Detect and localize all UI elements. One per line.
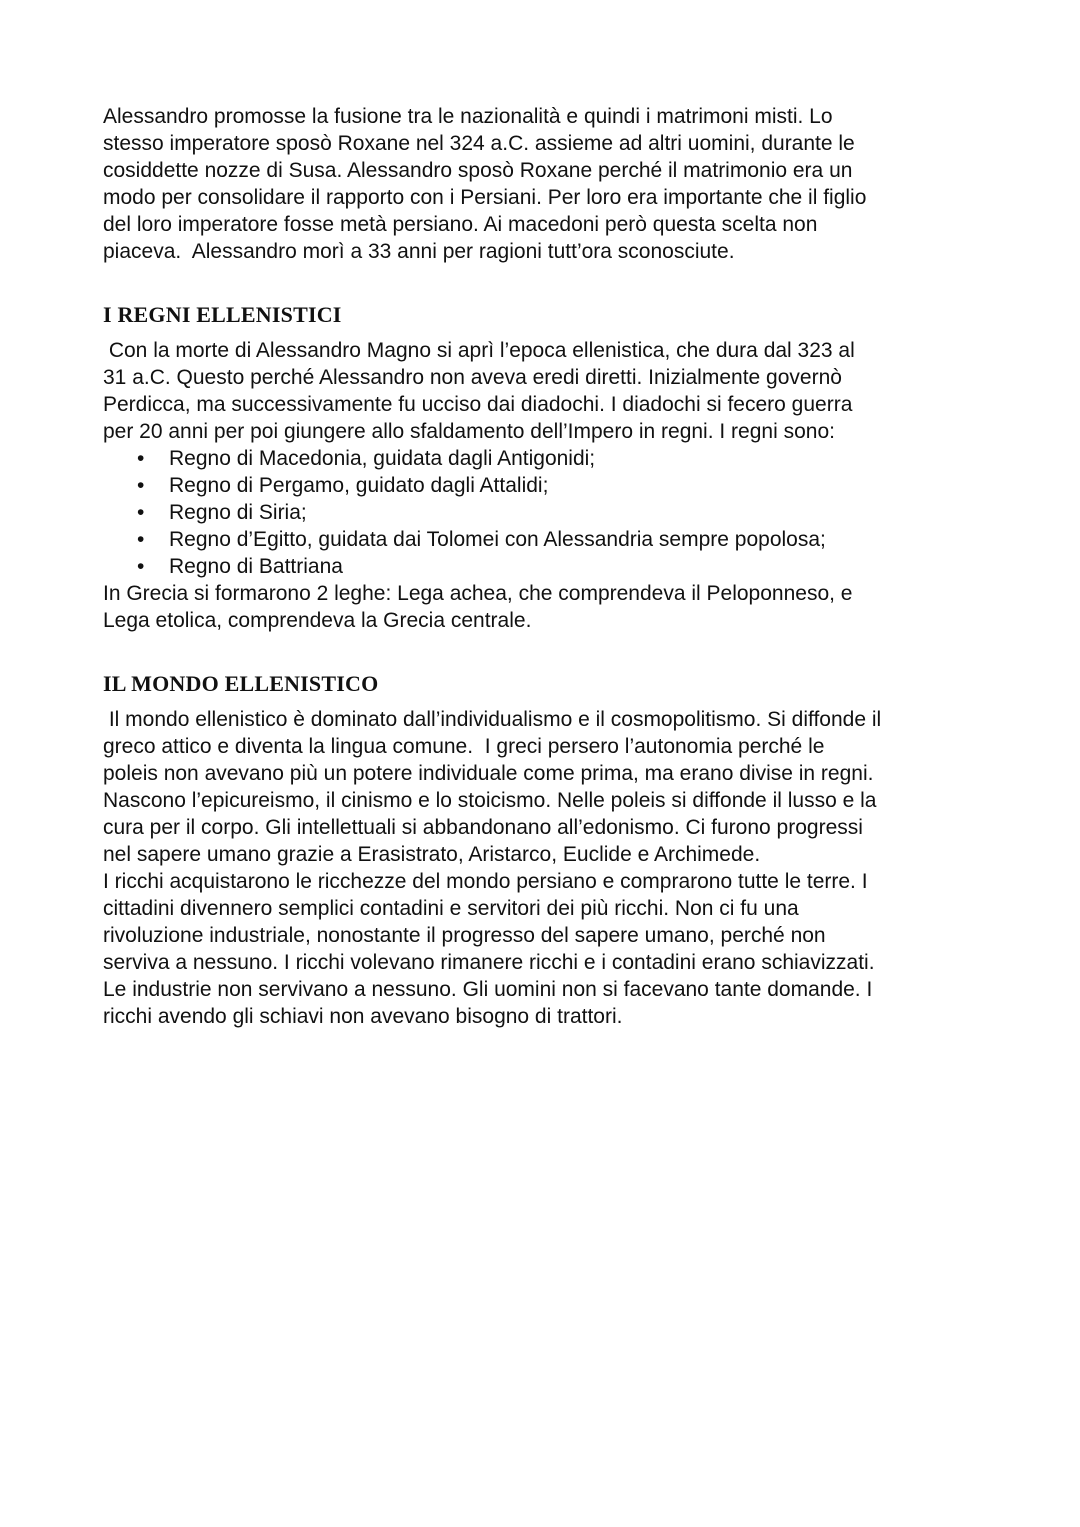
text-line: rivoluzione industriale, nonostante il progresso del sapere umano, perché non bbox=[103, 924, 826, 947]
text-line: Le industrie non servivano a nessuno. Gli uomini non si facevano tante domande. I bbox=[103, 978, 873, 1001]
bullet-icon: • bbox=[137, 474, 145, 497]
list-item-text: Regno di Pergamo, guidato dagli Attalidi; bbox=[169, 474, 549, 497]
text-line: Il mondo ellenistico è dominato dall’individualismo e il cosmopolitismo. Si diffonde il bbox=[103, 708, 882, 731]
bullet-icon: • bbox=[137, 555, 145, 578]
list-item-text: Regno di Siria; bbox=[169, 501, 307, 524]
text-line: del loro imperatore fosse metà persiano. Ai macedoni però questa scelta non bbox=[103, 213, 818, 236]
bullet-icon: • bbox=[137, 501, 145, 524]
list-item bbox=[103, 499, 1003, 526]
regni-outro-paragraph bbox=[103, 580, 1003, 634]
text-line: per 20 anni per poi giungere allo sfaldamento dell’Impero in regni. I regni sono: bbox=[103, 420, 835, 443]
text-line: modo per consolidare il rapporto con i Persiani. Per loro era importante che il figlio bbox=[103, 186, 867, 209]
bullet-icon: • bbox=[137, 528, 145, 551]
text-line: 31 a.C. Questo perché Alessandro non aveva eredi diretti. Inizialmente governò bbox=[103, 366, 842, 389]
text-line: stesso imperatore sposò Roxane nel 324 a.C. assieme ad altri uomini, durante le bbox=[103, 132, 855, 155]
text-line: Alessandro promosse la fusione tra le nazionalità e quindi i matrimoni misti. Lo bbox=[103, 105, 833, 128]
regni-list bbox=[103, 445, 1003, 580]
text-line: piaceva. Alessandro morì a 33 anni per ragioni tutt’ora sconosciute. bbox=[103, 240, 735, 263]
list-item bbox=[103, 472, 1003, 499]
list-item-text: Regno di Battriana bbox=[169, 555, 343, 578]
bullet-icon: • bbox=[137, 447, 145, 470]
list-item bbox=[103, 445, 1003, 472]
text-line: greco attico e diventa la lingua comune. I greci persero l’autonomia perché le bbox=[103, 735, 825, 758]
text-line: poleis non avevano più un potere individuale come prima, ma erano divise in regni. bbox=[103, 762, 874, 785]
heading-mondo-ellenistico: IL MONDO ELLENISTICO bbox=[103, 671, 379, 696]
text-line: Perdicca, ma successivamente fu ucciso dai diadochi. I diadochi si fecero guerra bbox=[103, 393, 853, 416]
heading-regni-ellenistici: I REGNI ELLENISTICI bbox=[103, 302, 342, 327]
text-line: nel sapere umano grazie a Erasistrato, Aristarco, Euclide e Archimede. bbox=[103, 843, 761, 866]
regni-intro-paragraph bbox=[103, 337, 1003, 445]
list-item-text: Regno di Macedonia, guidata dagli Antigonidi; bbox=[169, 447, 596, 470]
intro-paragraph bbox=[103, 103, 1003, 265]
text-line: Nascono l’epicureismo, il cinismo e lo stoicismo. Nelle poleis si diffonde il lusso e la bbox=[103, 789, 877, 812]
text-line: In Grecia si formarono 2 leghe: Lega achea, che comprendeva il Peloponneso, e bbox=[103, 582, 853, 605]
mondo-paragraph bbox=[103, 706, 1003, 1030]
list-item bbox=[103, 526, 1003, 553]
text-line: cosiddette nozze di Susa. Alessandro sposò Roxane perché il matrimonio era un bbox=[103, 159, 853, 182]
text-line: Lega etolica, comprendeva la Grecia centrale. bbox=[103, 609, 532, 632]
text-line: serviva a nessuno. I ricchi volevano rimanere ricchi e i contadini erano schiavizzati. bbox=[103, 951, 875, 974]
list-item bbox=[103, 553, 1003, 580]
document-page bbox=[103, 103, 1003, 1030]
list-item-text: Regno d’Egitto, guidata dai Tolomei con Alessandria sempre popolosa; bbox=[169, 528, 826, 551]
text-line: cura per il corpo. Gli intellettuali si abbandonano all’edonismo. Ci furono progressi bbox=[103, 816, 863, 839]
text-line: I ricchi acquistarono le ricchezze del mondo persiano e comprarono tutte le terre. I bbox=[103, 870, 868, 893]
text-line: Con la morte di Alessandro Magno si aprì l’epoca ellenistica, che dura dal 323 al bbox=[103, 339, 855, 362]
text-line: cittadini divennero semplici contadini e servitori dei più ricchi. Non ci fu una bbox=[103, 897, 799, 920]
text-line: ricchi avendo gli schiavi non avevano bisogno di trattori. bbox=[103, 1005, 623, 1028]
